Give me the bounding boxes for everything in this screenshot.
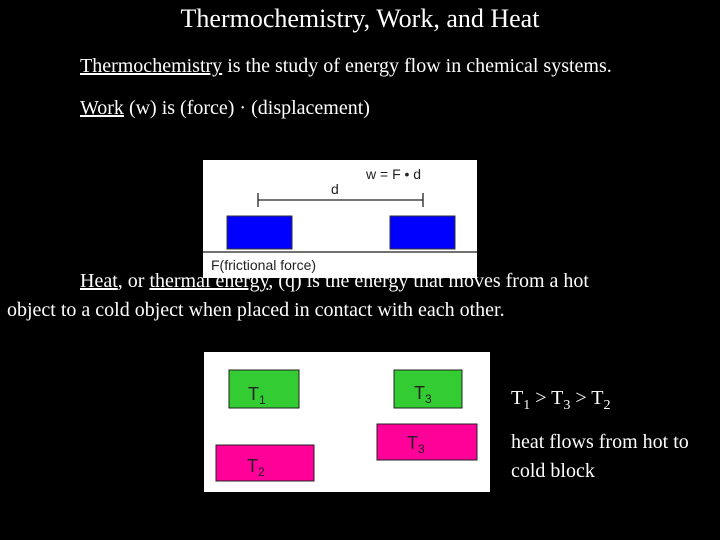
heat-flow-note: heat flows from hot to cold block (511, 431, 689, 482)
work-text: (w) is (force) · (displacement) (123, 97, 370, 119)
block-t2 (216, 445, 314, 481)
work-formula: w = F • d (366, 166, 422, 182)
thermochemistry-text: is the study of energy flow in chemical systems. (222, 55, 612, 77)
thermochemistry-definition (80, 55, 612, 78)
heat-definition-text: , (q) is the energy that moves from a hot (268, 270, 589, 292)
block-end (390, 216, 455, 249)
block-t3-contact-label: $T_3$ (407, 433, 425, 456)
block-t3-hot-label: $T_3$ (414, 383, 432, 406)
block-t1-label: $T_1$ (248, 384, 266, 407)
heat-term: Heat (80, 270, 118, 292)
work-term: Work (80, 97, 124, 119)
force-label: F(frictional force) (211, 257, 317, 273)
thermochemistry-term: Thermochemistry (80, 55, 223, 77)
heat-definition-line1 (80, 270, 589, 293)
work-definition (80, 97, 370, 120)
block-t3-contact (377, 424, 477, 460)
block-start (227, 216, 292, 249)
heat-or-text: , or (117, 270, 150, 292)
heat-definition-line2: object to a cold object when placed in contact with each other. (7, 299, 505, 321)
work-diagram (203, 160, 477, 278)
thermal-energy-term: thermal energy (149, 270, 269, 292)
slide-title: Thermochemistry, Work, and Heat (180, 4, 540, 33)
block-t2-label: $T_2$ (247, 456, 265, 479)
distance-label: d (331, 181, 339, 197)
temperature-relation: $T_1 > T_3 > T_2$ (511, 387, 611, 413)
heat-diagram (204, 352, 490, 492)
